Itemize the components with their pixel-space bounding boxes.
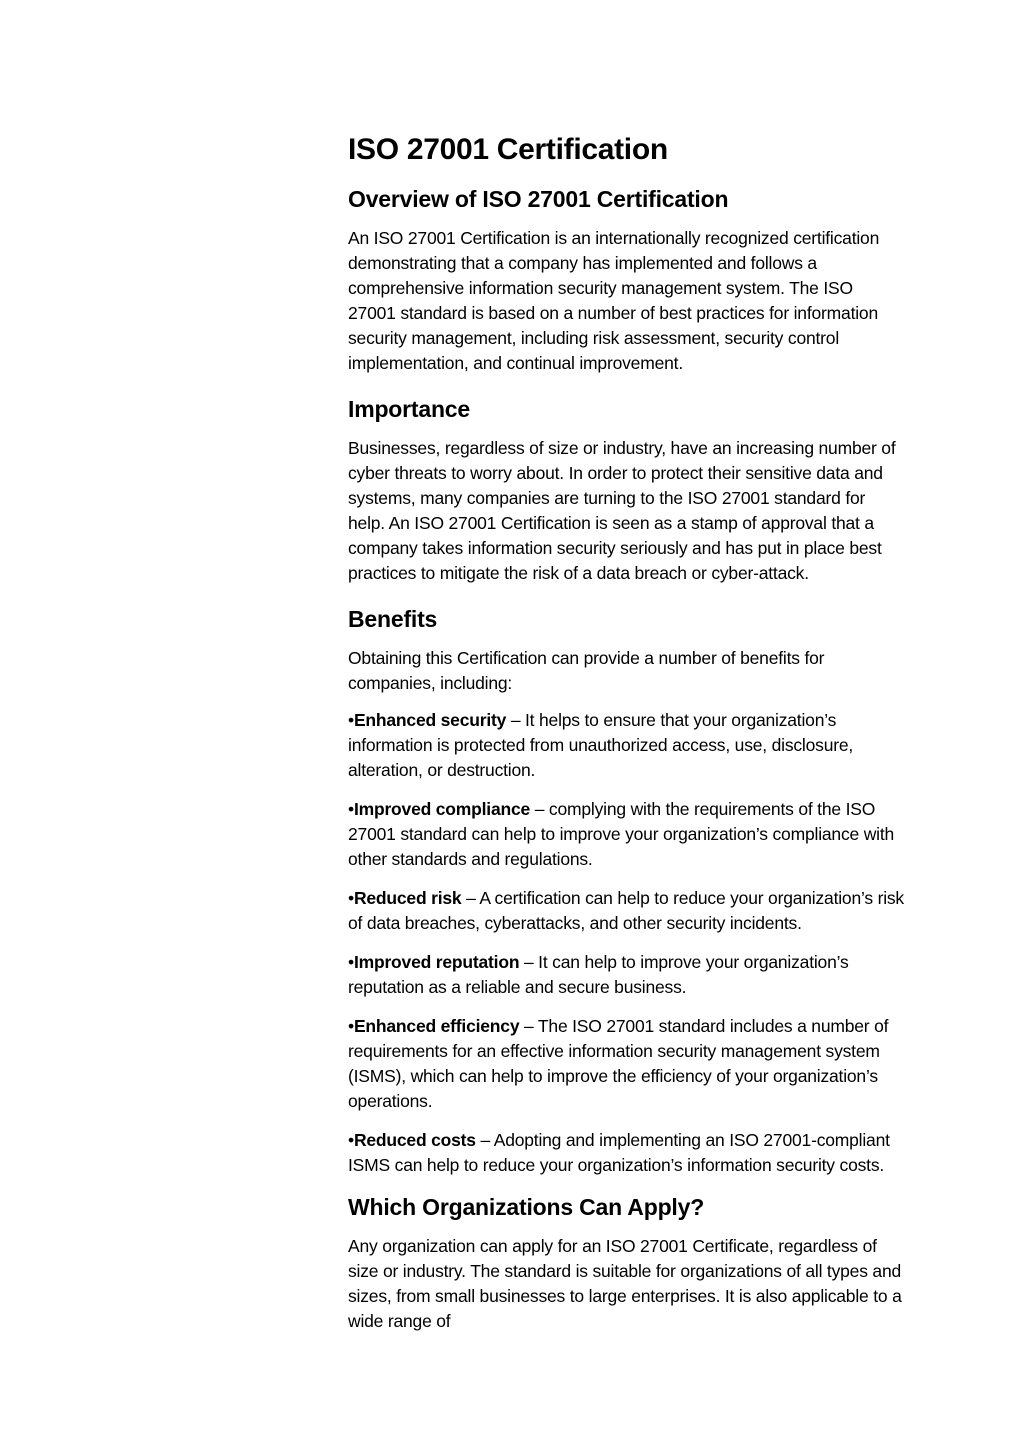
benefit-item-improved-reputation xyxy=(348,950,904,1000)
benefit-item-enhanced-efficiency xyxy=(348,1014,904,1114)
importance-heading: Importance xyxy=(348,396,470,422)
benefit-text: – It can help to improve your organization’s reputation as a reliable and secure business. xyxy=(348,952,849,997)
page-title: ISO 27001 Certification xyxy=(348,133,668,166)
benefit-term: Reduced costs xyxy=(353,1130,476,1150)
apply-paragraph: Any organization can apply for an ISO 27001 Certificate, regardless of size or industry. The standard is suitable for organizations of all types and sizes, from small businesses to large enterprises. It is also applicable to a wide range of xyxy=(348,1236,902,1331)
benefit-term: Improved compliance xyxy=(353,799,531,819)
benefit-term: Reduced risk xyxy=(353,888,462,908)
overview-paragraph: An ISO 27001 Certification is an internationally recognized certification demonstrating that a company has implemented and follows a comprehensive information security management system. The ISO 27001 standard is based on a number of best practices for information security management, including risk assessment, security control implementation, and continual improvement. xyxy=(348,228,880,373)
importance-paragraph: Businesses, regardless of size or industry, have an increasing number of cyber threats to worry about. In order to protect their sensitive data and systems, many companies are turning to the ISO 27001 standard for help. An ISO 27001 Certification is seen as a stamp of approval that a company takes information security seriously and has put in place best practices to mitigate the risk of a data breach or cyber-attack. xyxy=(348,438,896,583)
bullet-icon: • xyxy=(348,952,354,972)
benefit-text: – The ISO 27001 standard includes a number of requirements for an effective information security management system (ISMS), which can help to improve the efficiency of your organization’s operations. xyxy=(348,1016,889,1111)
benefit-item-improved-compliance xyxy=(348,797,904,872)
bullet-icon: • xyxy=(348,888,354,908)
benefit-item-reduced-risk xyxy=(348,886,904,936)
apply-heading: Which Organizations Can Apply? xyxy=(348,1194,705,1220)
benefit-term: Improved reputation xyxy=(353,952,520,972)
bullet-icon: • xyxy=(348,1130,354,1150)
document-page xyxy=(348,128,904,1346)
benefit-term: Enhanced security xyxy=(353,710,507,730)
bullet-icon: • xyxy=(348,1016,354,1036)
bullet-icon: • xyxy=(348,799,354,819)
benefit-term: Enhanced efficiency xyxy=(353,1016,520,1036)
overview-heading: Overview of ISO 27001 Certification xyxy=(348,186,729,212)
benefit-text: – complying with the requirements of the ISO 27001 standard can help to improve your organization’s compliance with other standards and regulations. xyxy=(348,799,895,869)
benefit-text: – Adopting and implementing an ISO 27001-compliant ISMS can help to reduce your organization’s information security costs. xyxy=(348,1130,890,1175)
benefits-heading: Benefits xyxy=(348,606,438,632)
benefit-item-enhanced-security xyxy=(348,708,904,783)
benefit-text: – It helps to ensure that your organization’s information is protected from unauthorized access, use, disclosure, alteration, or destruction. xyxy=(348,710,854,780)
benefits-intro: Obtaining this Certification can provide a number of benefits for companies, including: xyxy=(348,648,825,693)
bullet-icon: • xyxy=(348,710,354,730)
benefit-item-reduced-costs xyxy=(348,1128,904,1178)
benefit-text: – A certification can help to reduce your organization’s risk of data breaches, cyberattacks, and other security incidents. xyxy=(348,888,904,933)
